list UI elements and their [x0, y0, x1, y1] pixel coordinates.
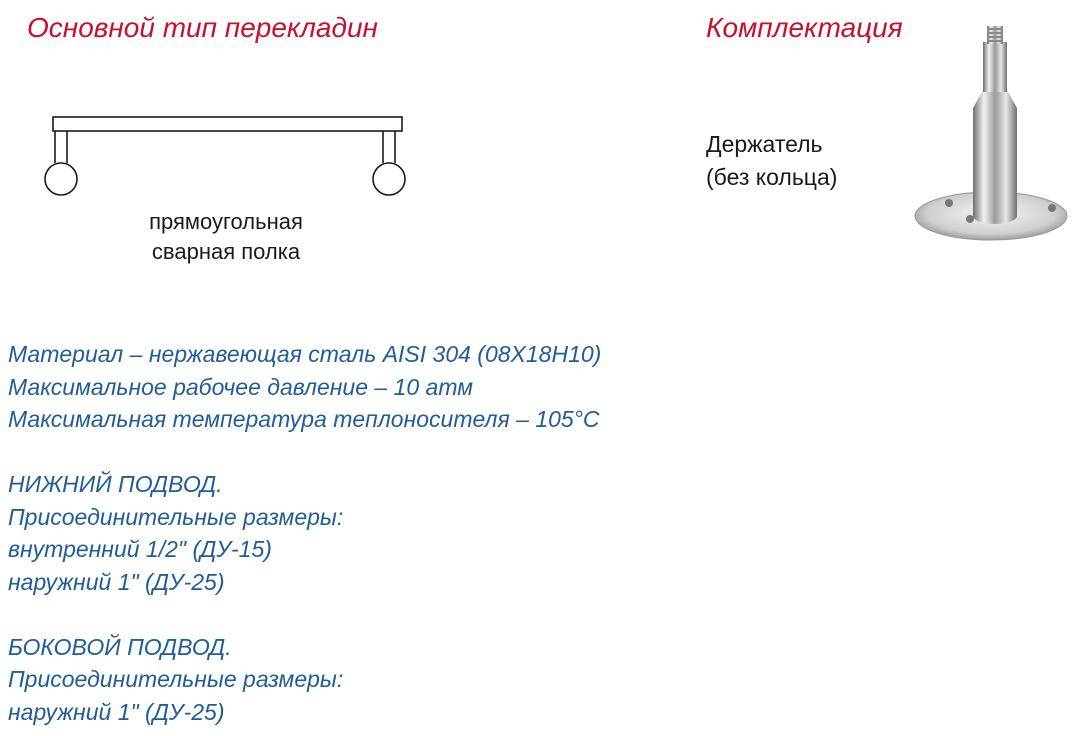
crossbar-caption	[110, 207, 342, 267]
bottom-connection-inner: внутренний 1/2" (ДУ-15)	[8, 536, 272, 562]
spec-temperature: Максимальная температура теплоносителя – 105°С	[8, 406, 600, 432]
crossbar-type-heading: Основной тип перекладин	[27, 12, 378, 43]
crossbar-caption-line2: сварная полка	[151, 239, 301, 264]
crossbar-caption-line1: прямоугольная	[149, 209, 303, 234]
bottom-connection-outer: наружний 1" (ДУ-25)	[8, 568, 225, 595]
holder-thread	[987, 26, 1003, 44]
holder-caption-line2: (без кольца)	[706, 164, 838, 190]
spec-material: Материал – нержавеющая сталь AISI 304 (08Х18Н10)	[8, 341, 602, 367]
left-post	[55, 131, 67, 163]
side-connection-outer: наружний 1" (ДУ-25)	[8, 698, 225, 725]
holder-shaft	[983, 42, 1007, 92]
holder-caption	[706, 128, 837, 194]
kit-heading: Комплектация	[706, 12, 903, 43]
holder-caption-line1: Держатель	[706, 131, 823, 157]
specifications	[8, 338, 601, 728]
bottom-connection-label: Присоединительные размеры:	[8, 503, 344, 530]
crossbar-diagram	[40, 110, 420, 200]
holder-image	[905, 20, 1085, 250]
holder-lower-body	[973, 108, 1017, 216]
bottom-connection-title: НИЖНИЙ ПОДВОД.	[8, 471, 223, 497]
crossbar-bar	[53, 117, 402, 131]
spec-pressure: Максимальное рабочее давление – 10 атм	[8, 373, 474, 400]
right-pipe-circle	[373, 163, 405, 195]
left-pipe-circle	[45, 163, 77, 195]
right-post	[383, 131, 395, 163]
side-connection-label: Присоединительные размеры:	[8, 666, 344, 692]
side-connection-title: БОКОВОЙ ПОДВОД.	[8, 633, 232, 660]
